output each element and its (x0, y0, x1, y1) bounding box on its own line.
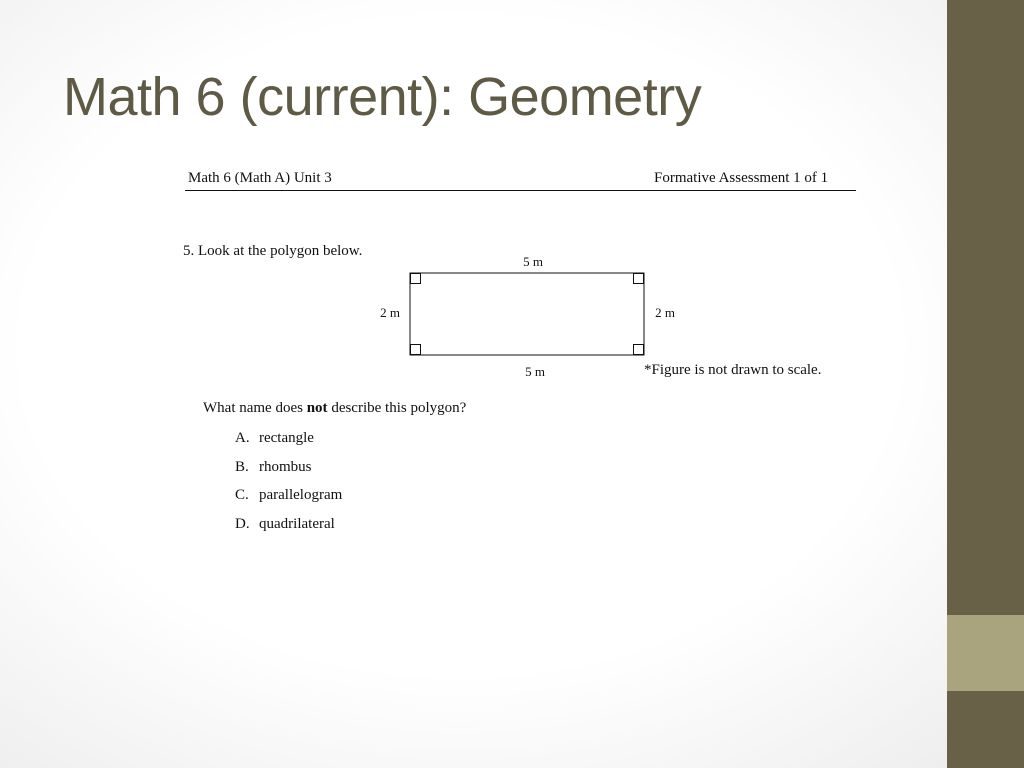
side-label-top: 5 m (523, 254, 543, 269)
slide-title: Math 6 (current): Geometry (63, 67, 702, 127)
choice-text: rhombus (259, 458, 312, 475)
choice-letter: D. (235, 515, 250, 532)
side-label-bottom: 5 m (525, 364, 545, 379)
polygon-shape (410, 273, 644, 355)
choice-text: quadrilateral (259, 515, 335, 532)
right-angle-mark-bottom-right (634, 345, 644, 355)
document-assessment-header: Formative Assessment 1 of 1 (654, 170, 829, 186)
document-unit-header: Math 6 (Math A) Unit 3 (188, 170, 332, 186)
right-angle-mark-top-right (634, 274, 644, 284)
question-text-after: describe this polygon? (327, 400, 467, 416)
choice-a (235, 429, 342, 458)
choice-b (235, 458, 342, 487)
choice-letter: C. (235, 487, 249, 503)
question-stem: 5. Look at the polygon below. (183, 243, 363, 259)
right-angle-mark-top-left (411, 274, 421, 284)
rectangle-figure (370, 250, 690, 385)
choice-c (235, 486, 342, 515)
choice-d (235, 515, 342, 544)
question-text-emphasis: not (306, 400, 328, 416)
question-text-before: What name does (203, 400, 307, 416)
answer-choices (235, 429, 342, 543)
side-label-right: 2 m (655, 305, 675, 320)
choice-letter: A. (235, 430, 250, 446)
header-rule (185, 190, 856, 191)
side-label-left: 2 m (380, 305, 400, 320)
decorative-side-bar-accent (947, 615, 1024, 691)
scale-note: *Figure is not drawn to scale. (644, 362, 822, 378)
choice-letter: B. (235, 458, 249, 475)
question-text (203, 400, 466, 417)
right-angle-mark-bottom-left (411, 345, 421, 355)
choice-text: parallelogram (259, 487, 343, 503)
choice-text: rectangle (259, 430, 314, 446)
